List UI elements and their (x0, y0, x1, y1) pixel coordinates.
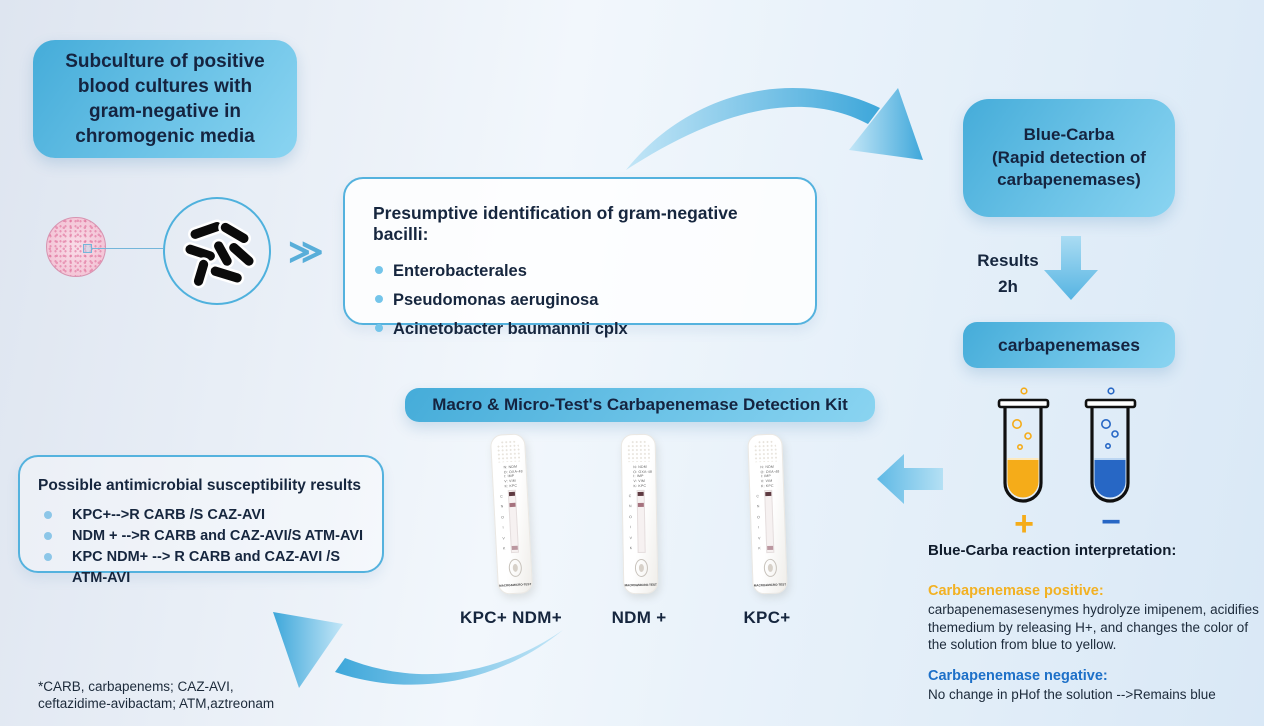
cassette-strip (507, 490, 518, 553)
susceptibility-results-box (18, 455, 384, 587)
cassette-sample-well (763, 559, 777, 577)
list-item: Pseudomonas aeruginosa (373, 286, 789, 315)
chevron-right-icon: ≫ (288, 233, 324, 271)
cassette-lanes: C N O I V K (755, 494, 761, 551)
interpretation-block (928, 542, 1264, 703)
results-label: Results (977, 251, 1039, 270)
cassette-unit (583, 428, 695, 633)
bacteria-circle (163, 197, 271, 305)
left-arrow-icon (877, 452, 943, 506)
cassette-lanes: C N O I V K (499, 494, 505, 551)
blue-carba-line: carbapenemases) (997, 170, 1141, 190)
negative-sign: − (1101, 503, 1121, 541)
list-item: Enterobacterales (373, 257, 789, 286)
cassette-sample-well (634, 559, 647, 577)
cassette-texture (496, 439, 520, 462)
blue-carba-line: Blue-Carba (1023, 124, 1115, 144)
lateral-flow-cassette-icon (747, 433, 788, 594)
positive-body: carbapenemasesenymes hydrolyze imipenem, acidifies themedium by releasing H+, and changes the color of the solution from blue to yellow. (928, 602, 1259, 653)
cassette-unit (711, 428, 823, 633)
list-item: KPC+-->R CARB /S CAZ-AVI (38, 505, 368, 526)
down-arrow-icon (1044, 236, 1098, 300)
positive-tube-icon (995, 386, 1053, 511)
cassette-label: KPC+ NDM+ (460, 608, 562, 627)
positive-sign: + (1014, 505, 1034, 543)
cassette-legend: N: NDM O: OXA-48 I: IMP V: VIM K: KPC (759, 464, 780, 489)
kit-title: Macro & Micro-Test's Carbapenemase Detection Kit (432, 395, 848, 414)
subculture-text: Subculture of positive blood cultures with gram-negative in chromogenic media (65, 50, 265, 148)
bacilli-icon (175, 209, 259, 293)
presumptive-title: Presumptive identification of gram-negative bacilli: (373, 203, 738, 244)
list-item: KPC NDM+ --> R CARB and CAZ-AVI /S ATM-AVI (38, 547, 368, 589)
cassette-brand: MACRO&MICRO-TEST (753, 582, 786, 588)
cassette-strip (636, 490, 645, 553)
interpretation-title: Blue-Carba reaction interpretation: (928, 542, 1177, 559)
susceptibility-list (38, 505, 368, 589)
negative-heading: Carbapenemase negative: (928, 667, 1108, 684)
presumptive-id-box (343, 177, 817, 338)
cassette-texture (626, 440, 649, 462)
negative-body: No change in pHof the solution -->Remains blue (928, 686, 1216, 702)
results-hours: 2h (998, 276, 1018, 296)
positive-heading: Carbapenemase positive: (928, 583, 1104, 599)
cassette-label: NDM + (611, 608, 667, 627)
lateral-flow-cassette-icon (620, 434, 658, 595)
cassette-lanes: C N O I V K (628, 494, 632, 551)
lateral-flow-cassette-icon (489, 433, 532, 595)
abbreviations-footnote: *CARB, carbapenems; CAZ-AVI, ceftazidime-avibactam; ATM,aztreonam (38, 679, 275, 712)
cassette-brand: MACRO&MICRO-TEST (624, 582, 657, 588)
negative-tube-icon (1082, 386, 1140, 511)
blue-carba-box (963, 99, 1175, 217)
cassette-sample-well (508, 559, 522, 578)
susceptibility-title: Possible antimicrobial susceptibility results (38, 477, 362, 494)
cassette-legend: N: NDM O: OXA-48 I: IMP V: VIM K: KPC (502, 464, 523, 489)
subculture-box (33, 40, 297, 158)
magnify-region-square (83, 244, 92, 253)
carbapenemases-label: carbapenemases (997, 334, 1141, 355)
cassette-legend: N: NDM O: OXA-48 I: IMP V: VIM K: KPC (632, 464, 652, 488)
cassette-brand: MACRO&MICRO-TEST (498, 582, 531, 588)
curved-arrow-top (618, 58, 953, 193)
list-item: NDM + -->R CARB and CAZ-AVI/S ATM-AVI (38, 526, 368, 547)
presumptive-list (373, 257, 789, 344)
cassette-label: KPC+ (743, 608, 791, 627)
kit-title-box (405, 388, 875, 422)
magnify-link-line (92, 248, 163, 250)
results-time-label (972, 248, 1044, 299)
carbapenemases-box (963, 322, 1175, 368)
cassette-strip (764, 490, 774, 553)
cassette-texture (753, 440, 777, 463)
list-item: Acinetobacter baumannii cplx (373, 315, 789, 344)
blue-carba-line: (Rapid detection of (992, 147, 1146, 167)
